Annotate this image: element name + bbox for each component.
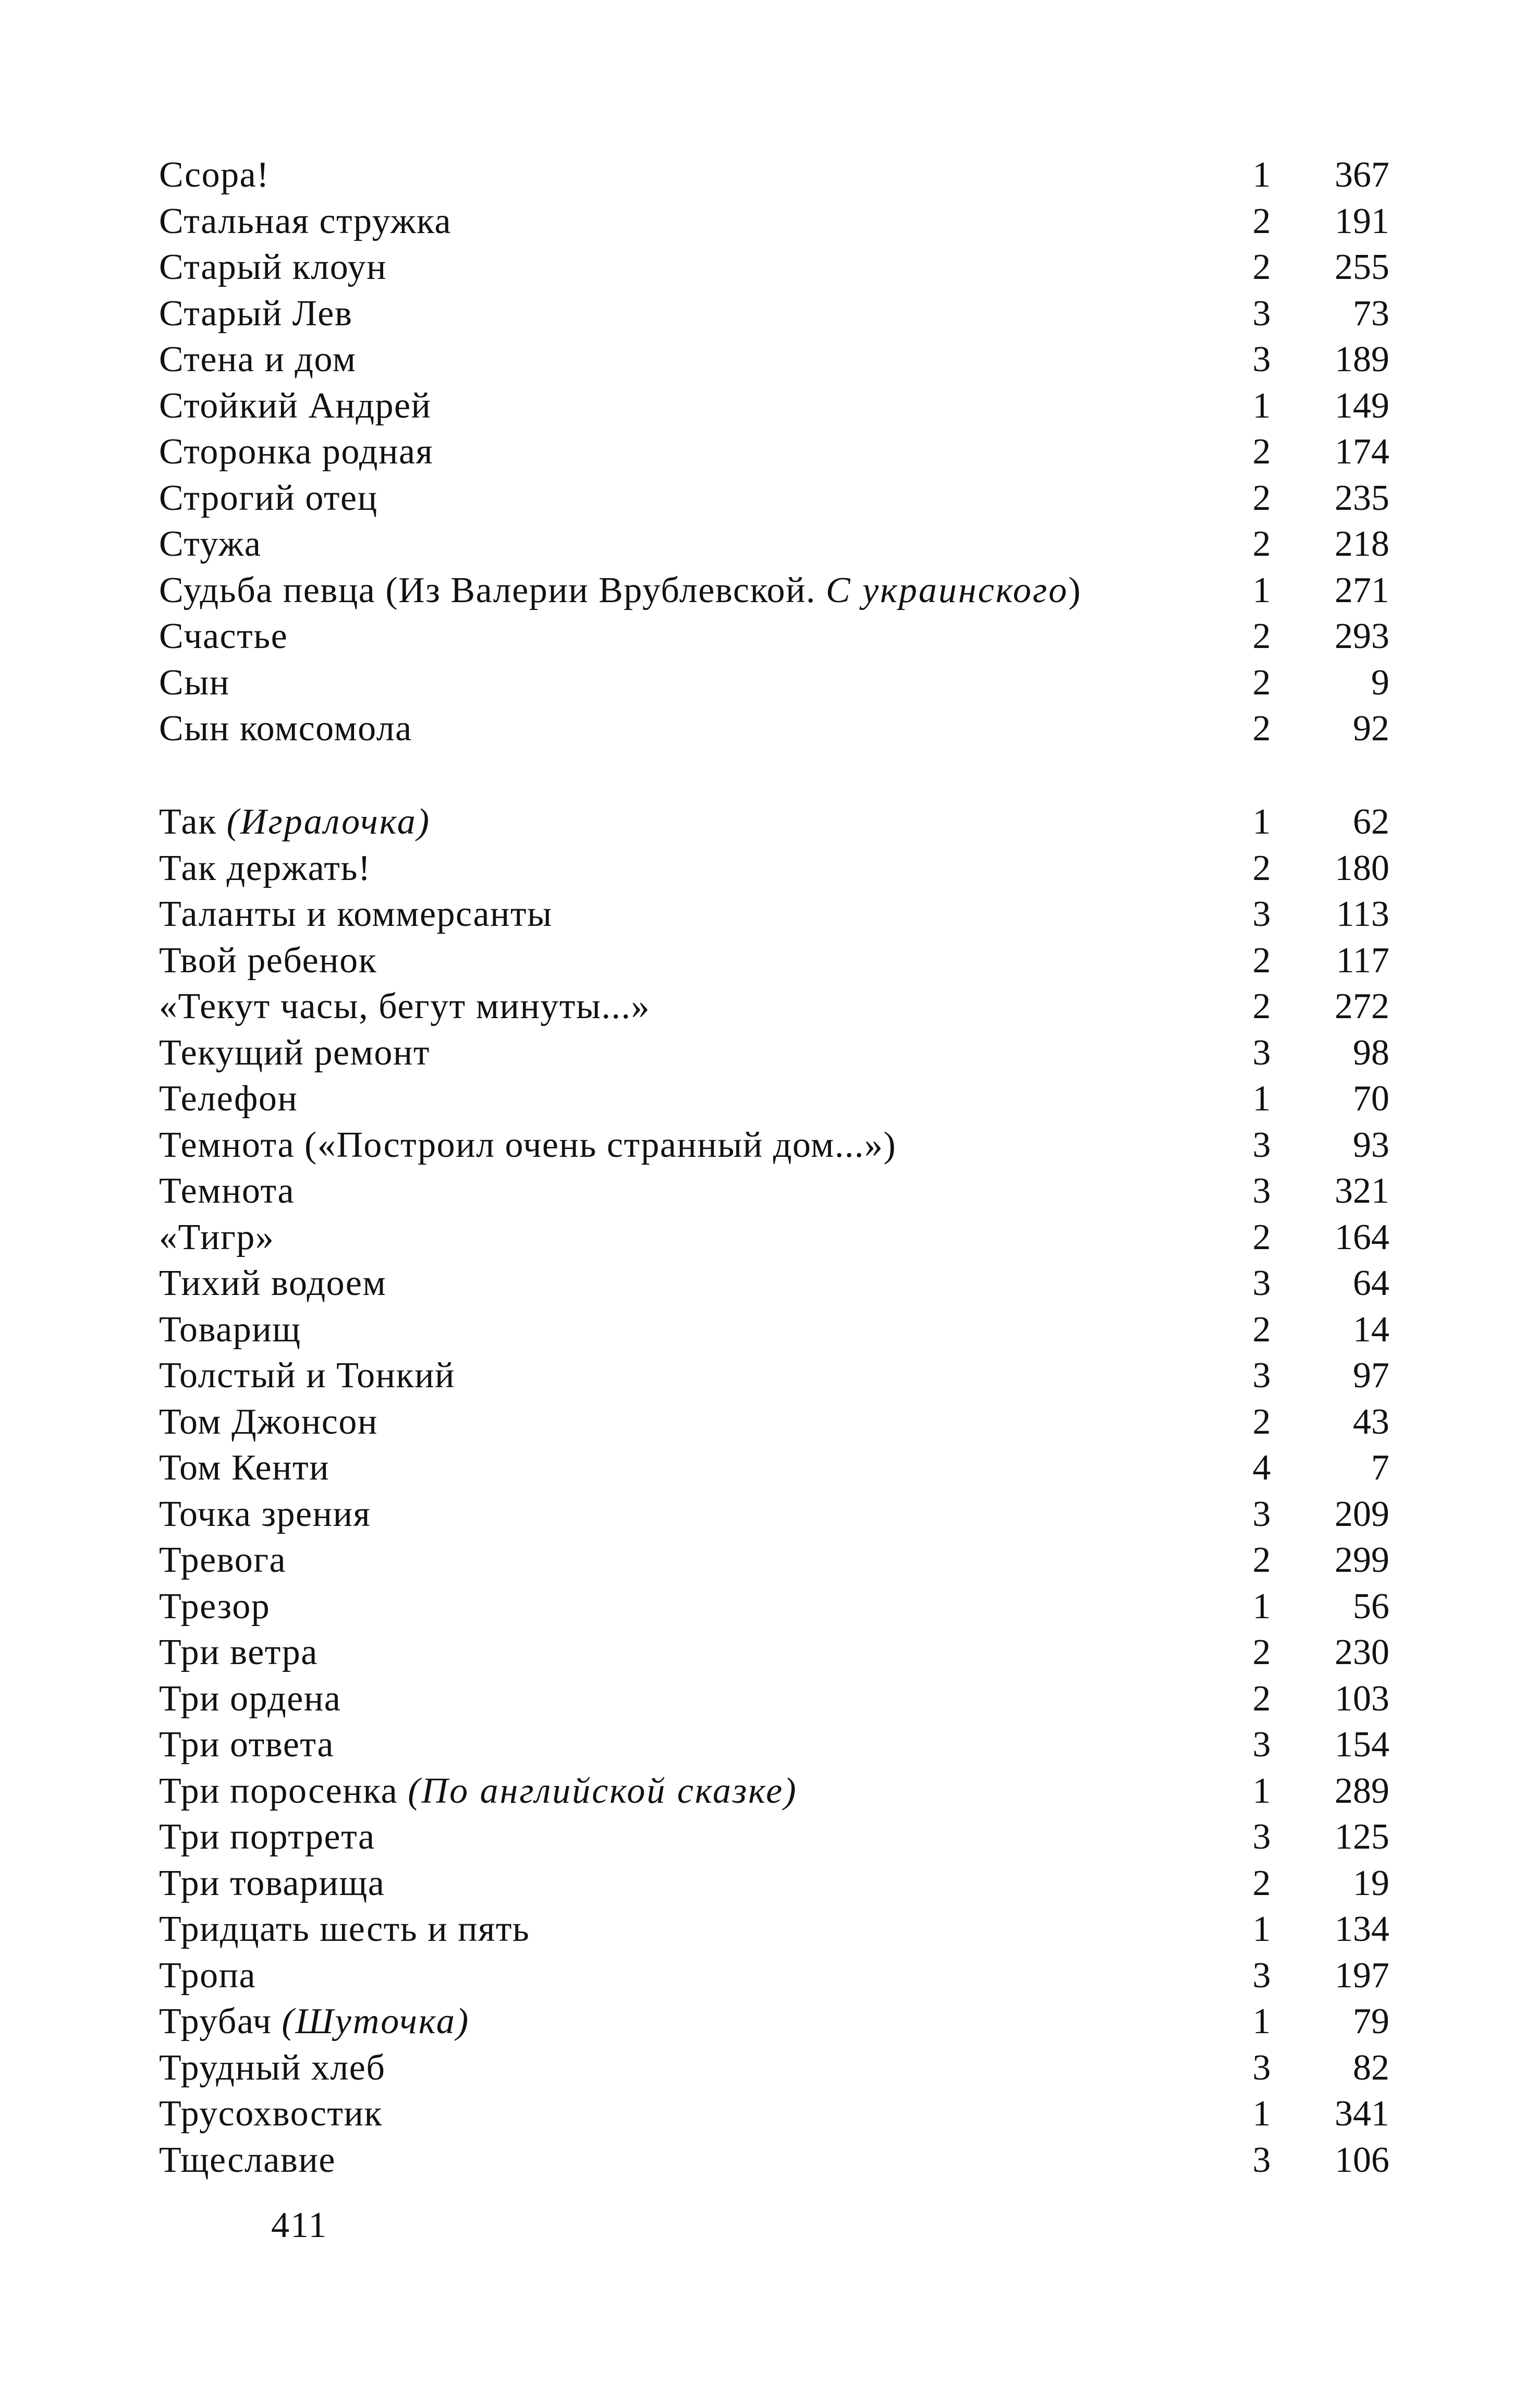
entry-title: [159, 706, 412, 752]
entry-title: [159, 1999, 470, 2045]
entry-page: 79: [1353, 2001, 1389, 2042]
entry-title: [159, 1261, 386, 1307]
entry-volume: 3: [1252, 1955, 1271, 1996]
entry-volume: 3: [1252, 1263, 1271, 1303]
entry-title: [159, 568, 1081, 614]
entry-volume: 2: [1252, 432, 1271, 472]
entry-title: [159, 245, 387, 291]
entry-page: 103: [1335, 1678, 1389, 1719]
entry-volume: 1: [1252, 2094, 1271, 2134]
entry-page: 271: [1335, 570, 1389, 610]
entry-title: [159, 1353, 455, 1399]
index-entry: [159, 1906, 1389, 1953]
entry-title: [159, 1630, 318, 1676]
entry-page: 106: [1335, 2140, 1389, 2180]
page-number: 411: [271, 2205, 328, 2245]
entry-title-text: Так: [159, 802, 227, 842]
entry-page: 9: [1371, 662, 1389, 703]
entry-volume: 1: [1252, 385, 1271, 426]
entry-title: [159, 846, 371, 892]
entry-page: 149: [1335, 385, 1389, 426]
entry-volume: 3: [1252, 1817, 1271, 1857]
entry-title-text: Три поросенка: [159, 1770, 408, 1811]
entry-volume: 1: [1252, 802, 1271, 842]
entry-volume: 2: [1252, 616, 1271, 656]
entry-title-text: Трубач: [159, 2001, 282, 2042]
entry-title: [159, 1399, 378, 1446]
entry-title-text: Стойкий Андрей: [159, 385, 432, 426]
entry-title: [159, 291, 352, 337]
entry-title: [159, 1814, 375, 1861]
entry-title: [159, 1168, 295, 1215]
entry-page: 98: [1353, 1032, 1389, 1073]
entry-page: 197: [1335, 1955, 1389, 1996]
entry-title: [159, 1492, 371, 1538]
entry-title: [159, 891, 553, 938]
index-entry: [159, 660, 1389, 706]
entry-title-text: Три портрета: [159, 1817, 375, 1857]
entry-page: 289: [1335, 1770, 1389, 1811]
entry-title-text: Точка зрения: [159, 1494, 371, 1534]
entry-page: 92: [1353, 708, 1389, 749]
index-entry: [159, 1492, 1389, 1538]
index-entry: [159, 568, 1389, 614]
index-entry: [159, 1861, 1389, 1907]
index-entry: [159, 521, 1389, 568]
entry-volume: 1: [1252, 1770, 1271, 1811]
index-entry: [159, 337, 1389, 383]
entry-title-text: Тщеславие: [159, 2140, 336, 2180]
entry-note: (По английской сказке): [408, 1770, 798, 1811]
entry-page: 164: [1335, 1217, 1389, 1257]
index-entry: [159, 1215, 1389, 1261]
index-entry: [159, 429, 1389, 475]
entry-volume: 2: [1252, 1632, 1271, 1672]
entry-title: [159, 199, 451, 245]
entry-title-text: Так держать!: [159, 848, 371, 888]
entry-page: 255: [1335, 247, 1389, 287]
entry-page: 70: [1353, 1079, 1389, 1119]
entry-volume: 3: [1252, 894, 1271, 934]
entry-volume: 3: [1252, 1725, 1271, 1765]
entry-page: 341: [1335, 2094, 1389, 2134]
entry-page: 235: [1335, 478, 1389, 518]
entry-page: 174: [1335, 432, 1389, 472]
entry-title-text: Три ветра: [159, 1632, 318, 1672]
entry-title-text: Три товарища: [159, 1863, 385, 1903]
entry-volume: 4: [1252, 1448, 1271, 1488]
entry-page: 321: [1335, 1171, 1389, 1211]
entry-volume: 2: [1252, 848, 1271, 888]
index-entry: [159, 1999, 1389, 2045]
entry-title-text: Том Кенти: [159, 1448, 330, 1488]
entry-title: [159, 383, 431, 430]
entry-title-text: Тревога: [159, 1540, 287, 1580]
index-entry: [159, 1399, 1389, 1446]
index-entry: [159, 152, 1389, 199]
entry-title-text: Судьба певца (Из Валерии Врублевской.: [159, 570, 826, 610]
index-entry: [159, 1353, 1389, 1399]
entry-page: 43: [1353, 1401, 1389, 1442]
entry-title: [159, 2091, 383, 2137]
entry-volume: 3: [1252, 1494, 1271, 1534]
entry-title-text: Тропа: [159, 1955, 256, 1996]
entry-title-text: Текущий ремонт: [159, 1032, 430, 1073]
entry-title-text: Стужа: [159, 524, 262, 564]
entry-page: 62: [1353, 802, 1389, 842]
entry-volume: 2: [1252, 247, 1271, 287]
entry-title-text: «Текут часы, бегут минуты...»: [159, 986, 651, 1026]
entry-page: 209: [1335, 1494, 1389, 1534]
entry-title: [159, 1122, 896, 1169]
index-entry: [159, 1076, 1389, 1122]
entry-page: 82: [1353, 2047, 1389, 2088]
entry-title: [159, 1445, 329, 1492]
entry-title-text: «Тигр»: [159, 1217, 275, 1257]
entry-note: (Шуточка): [282, 2001, 470, 2042]
index-entry: [159, 1584, 1389, 1630]
entry-title: [159, 614, 288, 660]
index-entry: [159, 1953, 1389, 1999]
entry-volume: 3: [1252, 293, 1271, 334]
entry-page: 97: [1353, 1355, 1389, 1396]
entry-page: 272: [1335, 986, 1389, 1026]
entry-title: [159, 337, 357, 383]
entry-volume: 3: [1252, 1355, 1271, 1396]
index-entry: [159, 706, 1389, 752]
entry-title-text: Темнота («Построил очень странный дом...»): [159, 1124, 897, 1165]
entry-title-text: Сторонка родная: [159, 432, 434, 472]
entry-title: [159, 1030, 430, 1077]
entry-title-text: Таланты и коммерсанты: [159, 894, 553, 934]
entry-title-text: Сын комсомола: [159, 708, 412, 749]
entry-volume: 2: [1252, 1540, 1271, 1580]
entry-title-text: Том Джонсон: [159, 1401, 378, 1442]
entry-volume: 3: [1252, 2047, 1271, 2088]
entry-note: С украинского: [826, 570, 1069, 610]
entry-volume: 3: [1252, 1032, 1271, 1073]
entry-volume: 2: [1252, 940, 1271, 981]
entry-page: 56: [1353, 1586, 1389, 1627]
index-entry: [159, 1814, 1389, 1861]
entry-title: [159, 429, 433, 475]
entry-page: 64: [1353, 1263, 1389, 1303]
index-entry: [159, 1676, 1389, 1722]
entry-title-text: Трезор: [159, 1586, 271, 1627]
entry-page: 113: [1336, 894, 1389, 934]
entry-title-text: Тридцать шесть и пять: [159, 1909, 530, 1949]
index-section-s: [159, 152, 1389, 752]
entry-page: 230: [1335, 1632, 1389, 1672]
entry-title-text: Строгий отец: [159, 478, 378, 518]
entry-title: [159, 1537, 286, 1584]
entry-title: [159, 475, 378, 522]
entry-volume: 2: [1252, 662, 1271, 703]
entry-volume: 3: [1252, 2140, 1271, 2180]
entry-page: 14: [1353, 1309, 1389, 1350]
entry-volume: 1: [1252, 2001, 1271, 2042]
entry-title: [159, 521, 261, 568]
entry-page: 19: [1353, 1863, 1389, 1903]
index-entry: [159, 614, 1389, 660]
entry-page: 191: [1335, 201, 1389, 241]
entry-title: [159, 2045, 385, 2092]
entry-volume: 2: [1252, 1309, 1271, 1350]
entry-title-text: Телефон: [159, 1079, 298, 1119]
entry-note: (Игралочка): [226, 802, 431, 842]
entry-title: [159, 660, 230, 706]
index-entry: [159, 1030, 1389, 1077]
entry-title-text: Трусохвостик: [159, 2094, 383, 2134]
entry-title: [159, 152, 270, 199]
entry-page: 7: [1371, 1448, 1389, 1488]
index-entry: [159, 1122, 1389, 1169]
entry-title: [159, 1722, 334, 1768]
entry-title: [159, 984, 650, 1030]
index-entry: [159, 1722, 1389, 1768]
entry-page: 125: [1335, 1817, 1389, 1857]
index-entry: [159, 846, 1389, 892]
entry-volume: 2: [1252, 1217, 1271, 1257]
index-entry: [159, 2137, 1389, 2184]
index-entry: [159, 383, 1389, 430]
entry-title-text: Три ордена: [159, 1678, 341, 1719]
index-entry: [159, 475, 1389, 522]
entry-volume: 2: [1252, 986, 1271, 1026]
index-entry: [159, 1261, 1389, 1307]
entry-volume: 2: [1252, 478, 1271, 518]
entry-title-text: Счастье: [159, 616, 288, 656]
entry-title: [159, 938, 377, 984]
index-entry: [159, 1168, 1389, 1215]
index-entry: [159, 1445, 1389, 1492]
entry-volume: 3: [1252, 1171, 1271, 1211]
entry-title: [159, 1076, 298, 1122]
entry-title-text: Сын: [159, 662, 230, 703]
entry-page: 299: [1335, 1540, 1389, 1580]
entry-title: [159, 1676, 341, 1722]
entry-title: [159, 1584, 270, 1630]
entry-volume: 2: [1252, 708, 1271, 749]
entry-title: [159, 799, 431, 846]
entry-volume: 3: [1252, 339, 1271, 380]
index-entry: [159, 799, 1389, 846]
index-entry: [159, 245, 1389, 291]
index-entry: [159, 938, 1389, 984]
entry-page: 367: [1335, 155, 1389, 195]
index-entry: [159, 1307, 1389, 1353]
entry-title-text: Три ответа: [159, 1725, 334, 1765]
entry-page: 154: [1335, 1725, 1389, 1765]
entry-volume: 1: [1252, 1586, 1271, 1627]
entry-title-text: Стена и дом: [159, 339, 357, 380]
entry-title-text: Стальная стружка: [159, 201, 452, 241]
entry-volume: 1: [1252, 1909, 1271, 1949]
entry-page: 117: [1336, 940, 1389, 981]
entry-volume: 1: [1252, 570, 1271, 610]
index-entry: [159, 199, 1389, 245]
entry-volume: 3: [1252, 1124, 1271, 1165]
entry-page: 73: [1353, 293, 1389, 334]
entry-title-text: Товарищ: [159, 1309, 301, 1350]
entry-title: [159, 1768, 798, 1815]
index-entry: [159, 1768, 1389, 1815]
index-entry: [159, 2045, 1389, 2092]
entry-volume: 2: [1252, 1863, 1271, 1903]
index-entry: [159, 984, 1389, 1030]
entry-title-text: Старый клоун: [159, 247, 387, 287]
index-entry: [159, 1630, 1389, 1676]
entry-title: [159, 1307, 301, 1353]
entry-title: [159, 2137, 336, 2184]
entry-title: [159, 1215, 274, 1261]
entry-volume: 2: [1252, 1678, 1271, 1719]
entry-page: 293: [1335, 616, 1389, 656]
entry-title-text: Трудный хлеб: [159, 2047, 386, 2088]
entry-title-text: Тихий водоем: [159, 1263, 387, 1303]
entry-title: [159, 1906, 530, 1953]
entry-page: 218: [1335, 524, 1389, 564]
entry-volume: 2: [1252, 201, 1271, 241]
index-section-t: [159, 799, 1389, 2183]
entry-title-text: Твой ребенок: [159, 940, 377, 981]
index-entry: [159, 1537, 1389, 1584]
entry-volume: 2: [1252, 1401, 1271, 1442]
entry-volume: 1: [1252, 1079, 1271, 1119]
entry-page: 180: [1335, 848, 1389, 888]
entry-page: 134: [1335, 1909, 1389, 1949]
index-entry: [159, 891, 1389, 938]
entry-page: 189: [1335, 339, 1389, 380]
entry-volume: 2: [1252, 524, 1271, 564]
entry-title-text: Старый Лев: [159, 293, 353, 334]
entry-title-text: Толстый и Тонкий: [159, 1355, 456, 1396]
entry-page: 93: [1353, 1124, 1389, 1165]
entry-volume: 1: [1252, 155, 1271, 195]
entry-title-text: Темнота: [159, 1171, 295, 1211]
index-entry: [159, 291, 1389, 337]
entry-title-tail: ): [1068, 570, 1082, 610]
entry-title-text: Ссора!: [159, 155, 270, 195]
entry-title: [159, 1953, 256, 1999]
entry-title: [159, 1861, 385, 1907]
index-entry: [159, 2091, 1389, 2137]
